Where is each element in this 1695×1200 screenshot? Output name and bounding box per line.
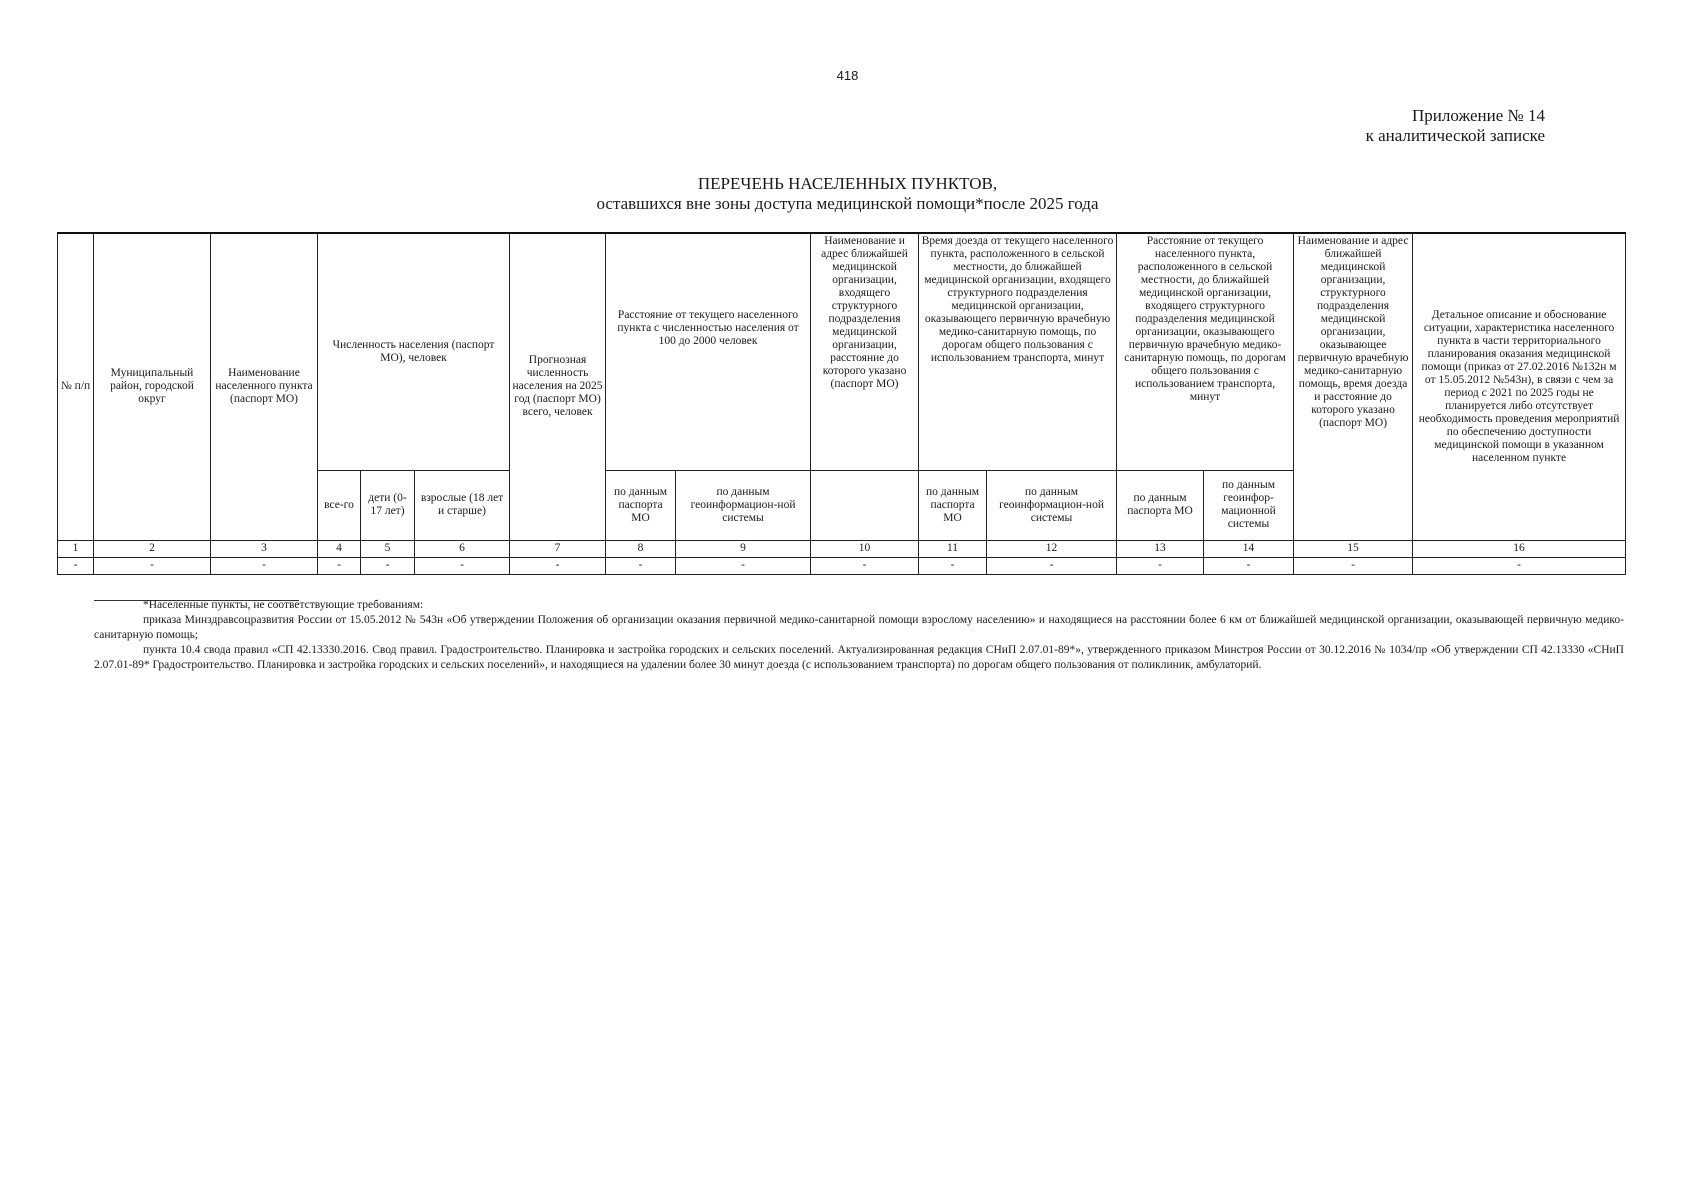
table-cell: - <box>606 557 676 574</box>
column-number: 16 <box>1413 540 1626 557</box>
column-number: 5 <box>361 540 415 557</box>
header-by-gis: по данным геоинформацион-ной системы <box>676 470 811 540</box>
table-cell: - <box>211 557 318 574</box>
column-number: 11 <box>919 540 987 557</box>
header-travel-time-group: Время доезда от текущего населенного пункта, расположенного в сельской местности, до ближайшей медицинской организации, входящего структурного подразделения медицинской организации, оказывающего первичную врачебную медико-санитарную помощь, по дорогам общего пользования с использованием транспорта, минут <box>919 233 1117 470</box>
column-number: 6 <box>415 540 510 557</box>
footnote-paragraph-1: приказа Минздравсоцразвития России от 15.05.2012 № 543н «Об утверждении Положения об организации оказания первичной медико-санитарной помощи взрослому населению» и находящиеся на расстоянии более 6 км от ближайшей медицинской организации, оказывающей первичную медико-санитарную помощь; <box>94 614 1624 641</box>
footnote-paragraph-2: пункта 10.4 свода правил «СП 42.13330.2016. Свод правил. Градостроительство. Планировка и застройка городских и сельских поселений. Актуализированная редакция СНиП 2.07.01-89*», утвержденного приказом Минстроя России от 30.12.2016 № 1034/пр «Об утверждении СП 42.13330 «СНиП 2.07.01-89* Градостроительство. Планировка и застройка городских и сельских поселений», и находящиеся на удалении более 30 минут доезда (с использованием транспорта) по дорогам общего пользования от поликлиник, амбулаторий. <box>94 644 1624 671</box>
header-pop-children: дети (0-17 лет) <box>361 470 415 540</box>
table-cell: - <box>58 557 94 574</box>
footnote-heading: *Населенные пункты, не соответствующие требованиям: <box>143 599 424 611</box>
column-number: 1 <box>58 540 94 557</box>
column-number: 4 <box>318 540 361 557</box>
table-cell: - <box>919 557 987 574</box>
header-number: № п/п <box>58 233 94 540</box>
table-cell: - <box>510 557 606 574</box>
header-by-gis-12: по данным геоинформацион-ной системы <box>987 470 1117 540</box>
header-col10-empty <box>811 470 919 540</box>
settlements-table <box>57 232 1626 575</box>
header-population: Численность населения (паспорт МО), человек <box>318 233 510 470</box>
column-number: 12 <box>987 540 1117 557</box>
column-number: 8 <box>606 540 676 557</box>
footnote <box>94 598 1624 673</box>
table-cell: - <box>811 557 919 574</box>
table-cell: - <box>415 557 510 574</box>
table-cell: - <box>361 557 415 574</box>
column-number: 7 <box>510 540 606 557</box>
title-line2: оставшихся вне зоны доступа медицинской помощи*после 2025 года <box>596 194 1099 213</box>
page-number: 418 <box>836 68 859 83</box>
table-cell: - <box>94 557 211 574</box>
header-forecast-population: Прогнозная численность населения на 2025 год (паспорт МО) всего, человек <box>510 233 606 540</box>
column-number: 9 <box>676 540 811 557</box>
column-number: 10 <box>811 540 919 557</box>
title-line1: ПЕРЕЧЕНЬ НАСЕЛЕННЫХ ПУНКТОВ, <box>697 174 998 193</box>
header-by-passport: по данным паспорта МО <box>606 470 676 540</box>
header-distance-group: Расстояние от текущего населенного пункта с численностью населения от 100 до 2000 человек <box>606 233 811 470</box>
column-number: 15 <box>1294 540 1413 557</box>
header-description: Детальное описание и обоснование ситуации, характеристика населенного пункта в части территориального планирования оказания медицинской помощи (приказ от 27.02.2016 №132н м от 15.05.2012 №543н), в связи с чем за период с 2021 по 2025 годы не планируется либо отсутствует необходимость проведения мероприятий по обеспечению доступности медицинской помощи в указанном населенном пункте <box>1413 233 1626 540</box>
table-cell: - <box>987 557 1117 574</box>
header-settlement: Наименование населенного пункта (паспорт МО) <box>211 233 318 540</box>
header-district: Муниципальный район, городской округ <box>94 233 211 540</box>
document-title <box>0 174 1695 214</box>
column-number: 3 <box>211 540 318 557</box>
appendix-line2: к аналитической записке <box>1365 126 1545 145</box>
appendix-label <box>1366 106 1545 146</box>
header-by-passport-13: по данным паспорта МО <box>1117 470 1204 540</box>
table-cell: - <box>1204 557 1294 574</box>
column-number: 13 <box>1117 540 1204 557</box>
header-pop-adults: взрослые (18 лет и старше) <box>415 470 510 540</box>
table-cell: - <box>1117 557 1204 574</box>
header-pop-total: все-го <box>318 470 361 540</box>
header-by-passport-11: по данным паспорта МО <box>919 470 987 540</box>
table-cell: - <box>318 557 361 574</box>
header-nearest-org-time: Наименование и адрес ближайшей медицинской организации, структурного подразделения медицинской организации, оказывающее первичную врачебную медико-санитарную помощь, время доезда и расстояние до которого указано (паспорт МО) <box>1294 233 1413 540</box>
header-nearest-org: Наименование и адрес ближайшей медицинской организации, входящего структурного подразделения медицинской организации, расстояние до которого указано (паспорт МО) <box>811 233 919 470</box>
header-road-distance-group: Расстояние от текущего населенного пункта, расположенного в сельской местности, до ближайшей медицинской организации, входящего структурного подразделения медицинской организации, оказывающего первичную врачебную медико-санитарную помощь, по дорогам общего пользования с использованием транспорта, минут <box>1117 233 1294 470</box>
column-number: 2 <box>94 540 211 557</box>
column-number-row <box>58 540 1626 557</box>
table-cell: - <box>1413 557 1626 574</box>
table-cell: - <box>676 557 811 574</box>
column-number: 14 <box>1204 540 1294 557</box>
header-by-gis-14: по данным геоинфор-мационной системы <box>1204 470 1294 540</box>
table-row <box>58 557 1626 574</box>
appendix-line1: Приложение № 14 <box>1412 106 1545 125</box>
table-cell: - <box>1294 557 1413 574</box>
